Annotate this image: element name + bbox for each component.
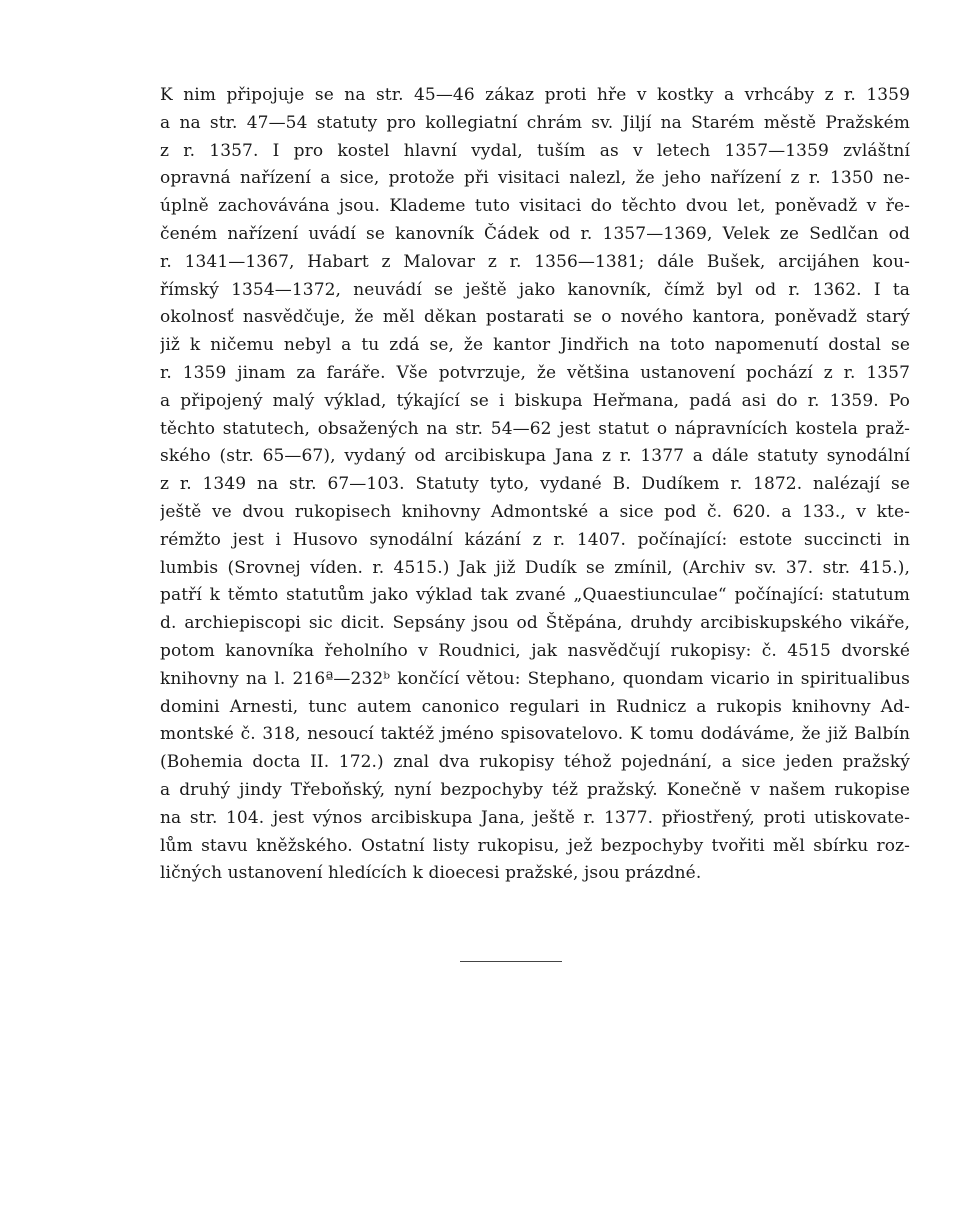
text-line: a na str. 47—54 statuty pro kollegiatní chrám sv. Jiljí na Starém městě Pražském xyxy=(160,112,910,133)
text-line: římský 1354—1372, neuvádí se ještě jako kanovník, čímž byl od r. 1362. I ta xyxy=(160,279,910,300)
text-line: lům stavu kněžského. Ostatní listy rukopisu, jež bezpochyby tvořiti měl sbírku roz- xyxy=(160,835,910,856)
text-line: montské č. 318, nesoucí taktéž jméno spisovatelovo. K tomu dodáváme, že již Balbín xyxy=(160,724,910,745)
text-line: těchto statutech, obsažených na str. 54—62 jest statut o nápravnících kostela praž- xyxy=(160,418,910,439)
text-line: a druhý jindy Třeboňský, nyní bezpochyby též pražský. Konečně v našem rukopise xyxy=(160,779,910,800)
text-line: r. 1341—1367, Habart z Malovar z r. 1356—1381; dále Bušek, arcijáhen kou- xyxy=(160,251,910,272)
text-line: knihovny na l. 216ª—232ᵇ končící větou: Stephano, quondam vicario in spiritualibus xyxy=(160,668,910,689)
text-line: a připojený malý výklad, týkající se i biskupa Heřmana, padá asi do r. 1359. Po xyxy=(160,390,910,411)
text-line: již k ničemu nebyl a tu zdá se, že kantor Jindřich na toto napomenutí dostal se xyxy=(160,335,910,356)
section-divider xyxy=(460,961,562,962)
text-line: okolnosť nasvědčuje, že měl děkan postarati se o nového kantora, poněvadž starý xyxy=(160,307,910,328)
body-text xyxy=(160,82,910,888)
text-line: z r. 1349 na str. 67—103. Statuty tyto, vydané B. Dudíkem r. 1872. nalézají se xyxy=(160,474,910,495)
text-line: z r. 1357. I pro kostel hlavní vydal, tuším as v letech 1357—1359 zvláštní xyxy=(160,140,910,161)
text-line: ještě ve dvou rukopisech knihovny Admontské a sice pod č. 620. a 133., v kte- xyxy=(160,501,910,522)
text-line: ského (str. 65—67), vydaný od arcibiskupa Jana z r. 1377 a dále statuty synodální xyxy=(160,446,910,467)
text-line: K nim připojuje se na str. 45—46 zákaz proti hře v kostky a vrhcáby z r. 1359 xyxy=(160,85,910,105)
text-line: potom kanovníka řeholního v Roudnici, jak nasvědčují rukopisy: č. 4515 dvorské xyxy=(160,640,910,661)
text-line: r. 1359 jinam za faráře. Vše potvrzuje, že většina ustanovení pochází z r. 1357 xyxy=(160,362,910,383)
text-line: patří k těmto statutům jako výklad tak zvané „Quaestiunculae“ počínající: statutum xyxy=(160,585,910,606)
text-line: úplně zachovávána jsou. Klademe tuto visitaci do těchto dvou let, poněvadž v ře- xyxy=(160,196,910,217)
text-line: rémžto jest i Husovo synodální kázání z r. 1407. počínající: estote succincti in xyxy=(160,529,910,550)
text-line: čeném nařízení uvádí se kanovník Čádek od r. 1357—1369, Velek ze Sedlčan od xyxy=(160,223,910,244)
text-line: ličných ustanovení hledících k dioecesi pražské, jsou prázdné. xyxy=(160,863,702,884)
text-line: na str. 104. jest výnos arcibiskupa Jana, ještě r. 1377. přiostřený, proti utiskovate- xyxy=(160,807,910,828)
text-line: lumbis (Srovnej víden. r. 4515.) Jak již Dudík se zmínil, (Archiv sv. 37. str. 415.), xyxy=(160,557,910,578)
text-line: d. archiepiscopi sic dicit. Sepsány jsou od Štěpána, druhdy arcibiskupského vikáře, xyxy=(160,613,910,634)
text-line: opravná nařízení a sice, protože při visitaci nalezl, že jeho nařízení z r. 1350 ne- xyxy=(160,168,910,189)
text-line: domini Arnesti, tunc autem canonico regulari in Rudnicz a rukopis knihovny Ad- xyxy=(160,696,910,717)
text-line: (Bohemia docta II. 172.) znal dva rukopisy téhož pojednání, a sice jeden pražský xyxy=(160,752,910,773)
